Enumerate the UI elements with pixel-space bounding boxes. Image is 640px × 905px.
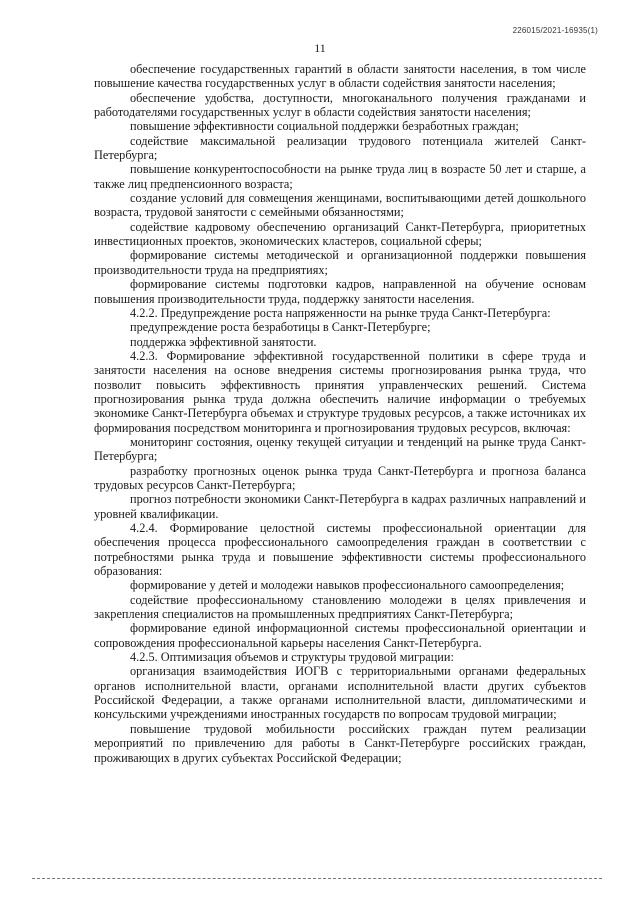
section-heading-4-2-2: 4.2.2. Предупреждение роста напряженности на рынке труда Санкт-Петербурга: (130, 305, 551, 320)
document-registration-number: 226015/2021-16935(1) (512, 26, 598, 35)
document-body (94, 62, 586, 765)
paragraph: обеспечение государственных гарантий в области занятости населения, в том числе повышение качества государственных услуг в области содействия занятости населения; (94, 62, 586, 91)
paragraph: формирование системы подготовки кадров, направленной на обучение основам повышения производительности труда, поддержку занятости населения. (94, 277, 586, 306)
paragraph: прогноз потребности экономики Санкт-Петербурга в кадрах различных направлений и уровней квалификации. (94, 492, 586, 521)
paragraph: повышение конкурентоспособности на рынке труда лиц в возрасте 50 лет и старше, а также лиц предпенсионного возраста; (94, 162, 586, 191)
paragraph: поддержка эффективной занятости. (130, 334, 317, 349)
paragraph: формирование системы методической и организационной поддержки повышения производительности труда на предприятиях; (94, 248, 586, 277)
paragraph: содействие кадровому обеспечению организаций Санкт-Петербурга, приоритетных инвестиционных проектов, экономических кластеров, социальной сферы; (94, 219, 586, 249)
paragraph: организация взаимодействия ИОГВ с территориальными органами федеральных органов исполнительной власти, органами исполнительной власти других субъектов Российской Федерации, а также органами исполнительной власти, дипломатическими и консульскими учреждениями иностранных государств по вопросам трудовой миграции; (94, 664, 586, 722)
paragraph: содействие максимальной реализации трудового потенциала жителей Санкт-Петербурга; (94, 133, 586, 163)
section-heading-4-2-4: 4.2.4. Формирование целостной системы профессиональной ориентации для обеспечения процесса профессионального самоопределения граждан в соответствии с потребностями рынка труда и повышение эффективности системы профессионального образования: (94, 521, 586, 579)
paragraph: содействие профессиональному становлению молодежи в целях привлечения и закрепления специалистов на промышленных предприятиях Санкт-Петербурга; (94, 592, 586, 622)
page-number: 11 (314, 41, 326, 55)
paragraph: предупреждение роста безработицы в Санкт-Петербурге; (130, 320, 431, 335)
paragraph: мониторинг состояния, оценку текущей ситуации и тенденций на рынке труда Санкт-Петербурга; (94, 434, 586, 464)
paragraph: разработку прогнозных оценок рынка труда Санкт-Петербурга и прогноза баланса трудовых ресурсов Санкт-Петербурга; (94, 463, 586, 492)
paragraph: повышение эффективности социальной поддержки безработных граждан; (130, 119, 519, 134)
section-heading-4-2-5: 4.2.5. Оптимизация объемов и структуры трудовой миграции: (130, 650, 454, 665)
paragraph: обеспечение удобства, доступности, многоканального получения гражданами и работодателями государственных услуг в области содействия занятости населения; (94, 90, 586, 120)
paragraph: формирование единой информационной системы профессиональной ориентации и сопровождения профессиональной карьеры населения Санкт-Петербурга. (94, 621, 586, 650)
section-heading-4-2-3: 4.2.3. Формирование эффективной государственной политики в сфере труда и занятости населения на основе внедрения системы прогнозирования рынка труда, что позволит повысить эффективность принятия управленческих решений. Система прогнозирования рынка труда должна обеспечить наличие информации о требуемых экономике Санкт-Петербурга объемах и структуре трудовых ресурсов, а также источниках их формирования посредством мониторинга и прогнозирования трудовых ресурсов, включая: (94, 348, 586, 435)
page-bottom-rule (32, 878, 602, 879)
paragraph: формирование у детей и молодежи навыков профессионального самоопределения; (130, 578, 565, 593)
paragraph: повышение трудовой мобильности российских граждан путем реализации мероприятий по привлечению для работы в Санкт-Петербурге российских граждан, проживающих в других субъектах Российской Федерации; (94, 721, 586, 765)
paragraph: создание условий для совмещения женщинами, воспитывающими детей дошкольного возраста, трудовой занятости с семейными обязанностями; (94, 191, 586, 220)
